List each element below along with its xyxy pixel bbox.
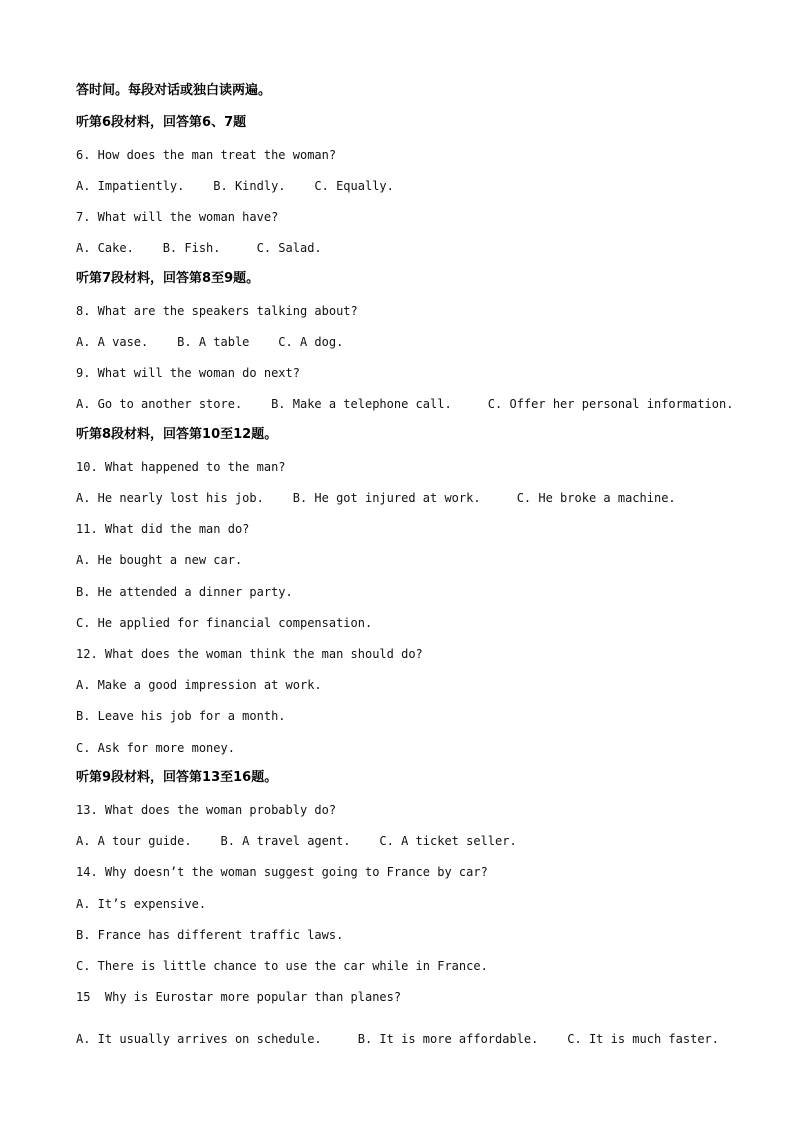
section-6-heading: 听第6段材料，回答第6、7题 <box>76 115 247 130</box>
question-15-options: A. It usually arrives on schedule. B. It is more affordable. C. It is much faster. <box>76 1032 719 1046</box>
question-9-options: A. Go to another store. B. Make a telephone call. C. Offer her personal information. <box>76 397 734 411</box>
question-13-options: A. A tour guide. B. A travel agent. C. A ticket seller. <box>76 834 517 848</box>
section-7-heading: 听第7段材料，回答第8至9题。 <box>76 271 260 286</box>
question-6: 6. How does the man treat the woman? <box>76 148 337 162</box>
question-15: 15 Why is Eurostar more popular than planes? <box>76 990 402 1004</box>
question-14-option-b: B. France has different traffic laws. <box>76 928 344 942</box>
question-10: 10. What happened to the man? <box>76 460 286 474</box>
section-8-heading: 听第8段材料，回答第10至12题。 <box>76 427 278 442</box>
question-10-options: A. He nearly lost his job. B. He got injured at work. C. He broke a machine. <box>76 491 676 505</box>
question-9: 9. What will the woman do next? <box>76 366 300 380</box>
question-13: 13. What does the woman probably do? <box>76 803 337 817</box>
question-11-option-c: C. He applied for financial compensation. <box>76 616 373 630</box>
question-12-option-b: B. Leave his job for a month. <box>76 709 286 723</box>
question-12-option-a: A. Make a good impression at work. <box>76 678 322 692</box>
question-12-option-c: C. Ask for more money. <box>76 741 235 755</box>
section-9-heading: 听第9段材料，回答第13至16题。 <box>76 770 278 785</box>
question-11-option-b: B. He attended a dinner party. <box>76 585 293 599</box>
question-8: 8. What are the speakers talking about? <box>76 304 358 318</box>
question-7-options: A. Cake. B. Fish. C. Salad. <box>76 241 322 255</box>
question-11-option-a: A. He bought a new car. <box>76 553 243 567</box>
question-11: 11. What did the man do? <box>76 522 250 536</box>
question-8-options: A. A vase. B. A table C. A dog. <box>76 335 344 349</box>
question-14-option-c: C. There is little chance to use the car while in France. <box>76 959 488 973</box>
question-12: 12. What does the woman think the man should do? <box>76 647 423 661</box>
question-14-option-a: A. It’s expensive. <box>76 897 207 911</box>
question-6-options: A. Impatiently. B. Kindly. C. Equally. <box>76 179 394 193</box>
question-14: 14. Why doesn’t the woman suggest going to France by car? <box>76 865 488 879</box>
question-7: 7. What will the woman have? <box>76 210 279 224</box>
instruction-heading: 答时间。每段对话或独白读两遍。 <box>76 83 272 98</box>
